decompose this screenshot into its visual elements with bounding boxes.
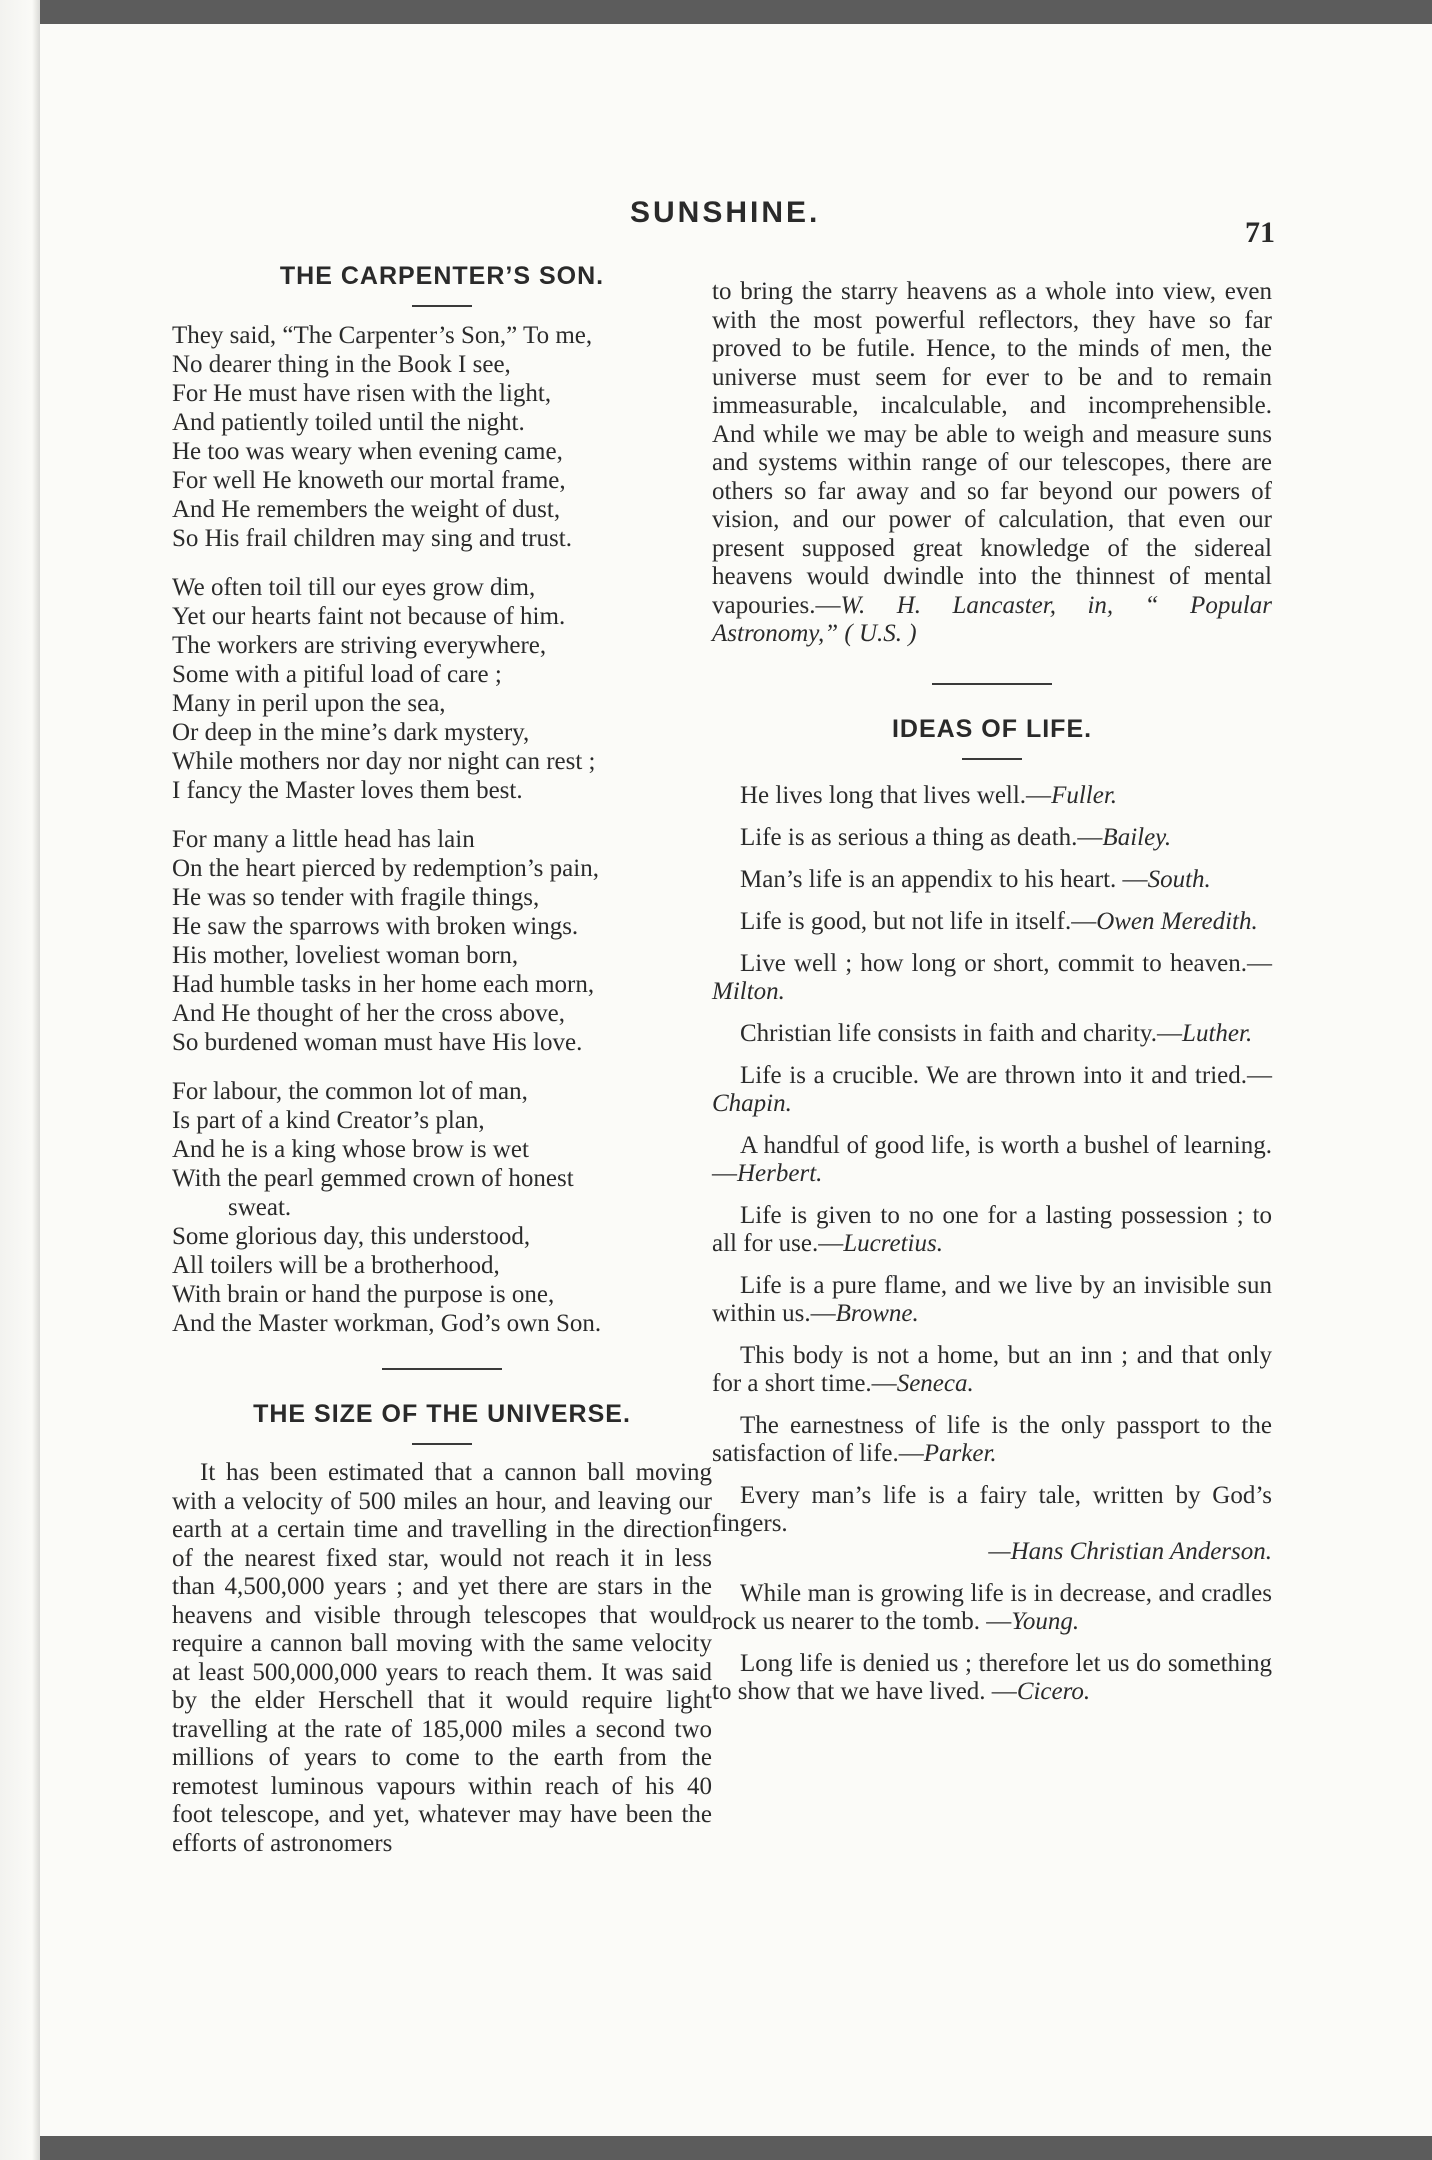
quote-author: Cicero. — [1016, 1677, 1091, 1705]
poem-line: Some glorious day, this understood, — [172, 1223, 531, 1250]
quote — [712, 1020, 1272, 1048]
quote-author: Chapin. — [712, 1089, 792, 1117]
poem-line: While mothers nor day nor night can rest ; — [172, 748, 596, 775]
poem-line: His mother, loveliest woman born, — [172, 942, 519, 969]
quote-author: Young. — [1011, 1607, 1080, 1635]
quote — [712, 1650, 1272, 1706]
left-column — [172, 262, 712, 1858]
poem-line: And patiently toiled until the night. — [172, 409, 525, 436]
quote-author: —Hans Christian Anderson. — [988, 1537, 1272, 1565]
poem-line: sweat. — [228, 1194, 292, 1221]
quotes-title: IDEAS OF LIFE. — [891, 714, 1093, 743]
quote — [712, 1202, 1272, 1258]
poem-line: Many in peril upon the sea, — [172, 690, 446, 717]
quote — [712, 782, 1272, 810]
quote — [712, 1342, 1272, 1398]
poem-line: With the pearl gemmed crown of honest — [172, 1165, 574, 1192]
poem-line: We often toil till our eyes grow dim, — [172, 574, 536, 601]
quote-text: Live well ; how long or short, commit to heaven.— — [740, 949, 1272, 977]
quote-text: Every man’s life is a fairy tale, written by God’s fingers. — [712, 1481, 1272, 1537]
poem-line: They said, “The Carpenter’s Son,” To me, — [172, 322, 593, 349]
title-rule — [962, 758, 1022, 760]
poem-line: Had humble tasks in her home each morn, — [172, 971, 595, 998]
quote-author: Herbert. — [737, 1159, 823, 1187]
quote-text: While man is growing life is in decrease, and cradles rock us nearer to the tomb. — — [712, 1579, 1272, 1635]
poem-line: With brain or hand the purpose is one, — [172, 1281, 555, 1308]
poem-line: So burdened woman must have His love. — [172, 1029, 583, 1056]
quote-author: Seneca. — [896, 1369, 974, 1397]
poem-carpenters-son — [172, 321, 712, 1338]
article-text-right — [712, 278, 1272, 649]
article-continuation: to bring the starry heavens as a whole into view, even with the most powerful reflectors, they have so far proved to be futile. Hence, to the minds of men, the universe must seem for ever to be and to remain immeasurable, incalculable, and incomprehensible. And while we may be able to weigh and measure suns and systems within range of our telescopes, there are others so far away and so far beyond our powers of vision, and our power of calculation, that even our present supposed great knowledge of the sidereal heavens would dwindle into the thinnest of mental vapouries.— — [712, 278, 1272, 619]
quote — [712, 950, 1272, 1006]
quote-author: Parker. — [923, 1439, 997, 1467]
quote — [712, 1580, 1272, 1636]
quote-text: He lives long that lives well.— — [740, 781, 1052, 809]
poem-stanza — [172, 321, 712, 553]
quote-author: Luther. — [1182, 1019, 1253, 1047]
quote-text: Life is a pure flame, and we live by an invisible sun within us.— — [712, 1271, 1272, 1327]
title-rule — [412, 1443, 472, 1445]
quote-author: Bailey. — [1102, 823, 1172, 851]
book-spine — [0, 0, 40, 2160]
poem-line: For well He knoweth our mortal frame, — [172, 467, 566, 494]
quote — [712, 908, 1272, 936]
quote-text: Man’s life is an appendix to his heart. — — [740, 865, 1148, 893]
poem-stanza — [172, 825, 712, 1057]
quote-author: Fuller. — [1051, 781, 1118, 809]
poem-line: For He must have risen with the light, — [172, 380, 552, 407]
poem-line: Some with a pitiful load of care ; — [172, 661, 502, 688]
quote — [712, 1482, 1272, 1566]
running-header: SUNSHINE. — [630, 196, 821, 229]
poem-line: And the Master workman, God’s own Son. — [172, 1310, 602, 1337]
article-attribution: W. H. Lancaster, in, “ Popular Astronomy,” ( U.S. ) — [712, 591, 1272, 647]
quote — [712, 824, 1272, 852]
poem-line: All toilers will be a brotherhood, — [172, 1252, 500, 1279]
quotes-list — [712, 782, 1272, 1706]
quote — [712, 1062, 1272, 1118]
article-text-left: It has been estimated that a cannon ball moving with a velocity of 500 miles an hour, and leaving our earth at a certain time and travelling in the direction of the nearest fixed star, would not reach it in less than 4,500,000 years ; and yet there are stars in the heavens and visible through telescopes that would require a cannon ball moving with the same velocity at least 500,000,000 years to reach them. It was said by the elder Herschell that it would require light travelling at the rate of 185,000 miles a second two millions of years to come to the earth from the remotest luminous vapours within reach of his 40 foot telescope, and yet, whatever may have been the efforts of astronomers — [172, 1459, 712, 1857]
quote — [712, 866, 1272, 894]
poem-stanza — [172, 573, 712, 805]
poem-line: And he is a king whose brow is wet — [172, 1136, 529, 1163]
poem-line: Yet our hearts faint not because of him. — [172, 603, 566, 630]
quote-text: Life is as serious a thing as death.— — [740, 823, 1103, 851]
poem-line: I fancy the Master loves them best. — [172, 777, 523, 804]
poem-line: And He remembers the weight of dust, — [172, 496, 561, 523]
quote-author: Browne. — [835, 1299, 919, 1327]
poem-line: No dearer thing in the Book I see, — [172, 351, 511, 378]
quote-author: South. — [1147, 865, 1211, 893]
quote-author: Lucretius. — [843, 1229, 943, 1257]
quote-text: This body is not a home, but an inn ; and that only for a short time.— — [712, 1341, 1272, 1397]
poem-line: The workers are striving everywhere, — [172, 632, 547, 659]
article-title: THE SIZE OF THE UNIVERSE. — [253, 1400, 631, 1428]
quote-author: Milton. — [712, 977, 785, 1005]
section-divider — [382, 1368, 502, 1370]
quote — [712, 1272, 1272, 1328]
poem-line: On the heart pierced by redemption’s pain, — [172, 855, 599, 882]
title-rule — [412, 305, 472, 307]
quote — [712, 1132, 1272, 1188]
quote-text: Christian life consists in faith and charity.— — [740, 1019, 1183, 1047]
quote-text: Long life is denied us ; therefore let us do something to show that we have lived. — — [712, 1649, 1272, 1705]
poem-line: For many a little head has lain — [172, 826, 475, 853]
poem-line: Or deep in the mine’s dark mystery, — [172, 719, 530, 746]
poem-line: So His frail children may sing and trust. — [172, 525, 572, 552]
quote-text: A handful of good life, is worth a bushel of learning.— — [712, 1131, 1272, 1187]
section-divider — [932, 683, 1052, 685]
poem-title: THE CARPENTER’S SON. — [279, 262, 605, 290]
poem-line: He was so tender with fragile things, — [172, 884, 540, 911]
poem-line: And He thought of her the cross above, — [172, 1000, 565, 1027]
poem-line: He saw the sparrows with broken wings. — [172, 913, 579, 940]
poem-stanza — [172, 1077, 712, 1338]
poem-line: For labour, the common lot of man, — [172, 1078, 528, 1105]
poem-line: Is part of a kind Creator’s plan, — [172, 1107, 485, 1134]
page-number: 71 — [1245, 216, 1275, 249]
poem-line: He too was weary when evening came, — [172, 438, 563, 465]
quote-author: Owen Meredith. — [1096, 907, 1258, 935]
right-column — [712, 278, 1272, 1720]
quote-text: Life is good, but not life in itself.— — [740, 907, 1097, 935]
quote-text: Life is a crucible. We are thrown into it and tried.— — [740, 1061, 1272, 1089]
quote-text: Life is given to no one for a lasting possession ; to all for use.— — [712, 1201, 1272, 1257]
quote — [712, 1412, 1272, 1468]
quote-text: The earnestness of life is the only passport to the satisfaction of life.— — [712, 1411, 1272, 1467]
